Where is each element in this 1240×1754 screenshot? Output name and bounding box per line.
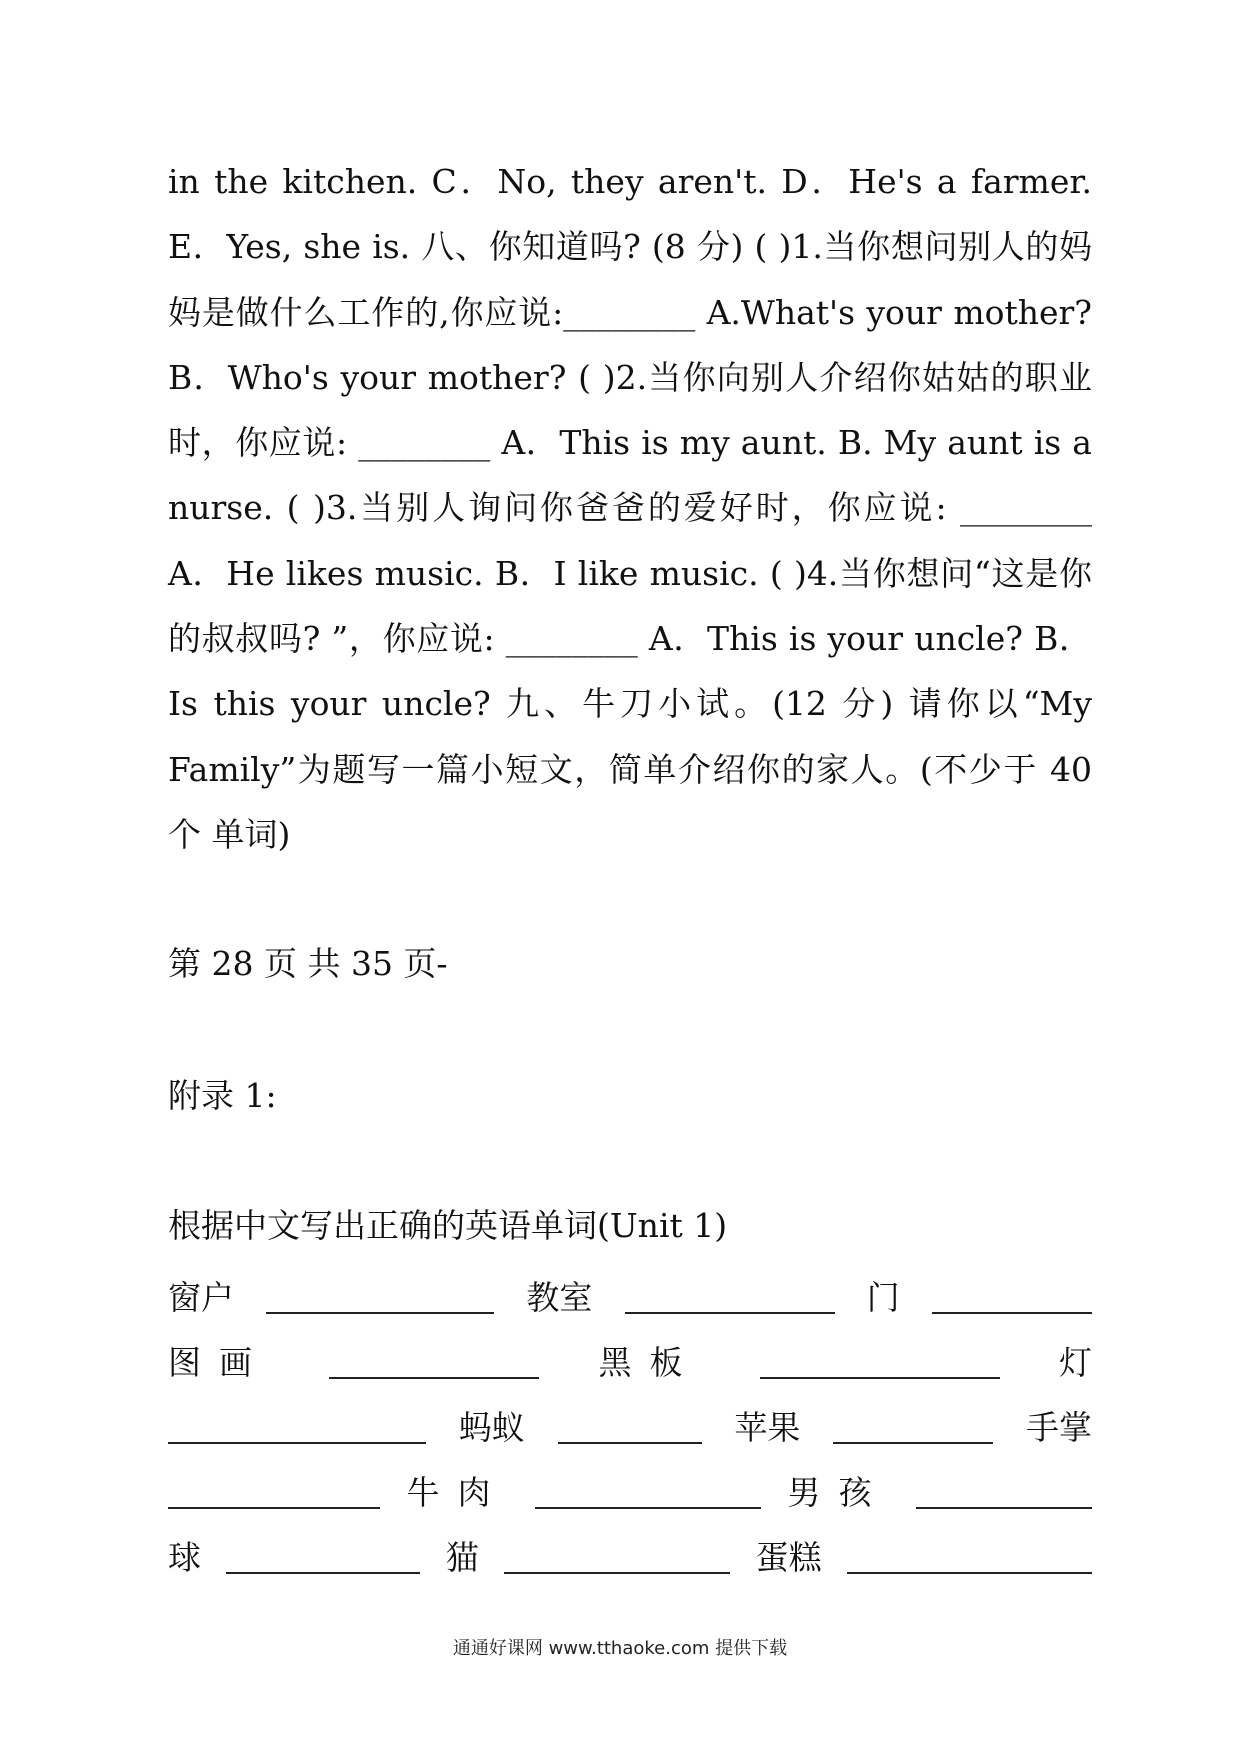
appendix-title: 附录 1:	[168, 1076, 277, 1115]
answer-blank	[329, 1343, 539, 1379]
answer-blank	[504, 1538, 730, 1574]
vocab-word-light: 灯	[1059, 1343, 1092, 1382]
answer-blank	[847, 1538, 1092, 1574]
exercise-text: in the kitchen. C．No, they aren't. D．He's a farmer. E．Yes, she is. 八、你知道吗? (8 分) ( )1.当你想问别人的妈妈是做什么工作的,你应说:________ A.What's your mother? B．Who's your mother? ( )2.当你向别人介绍你姑姑的职业时，你应说: ________ A．This is my aunt. B. My aunt is a nurse. ( )3.当别人询问你爸爸的爱好时，你应说: ________ A．He likes music. B．I like music. ( )4.当你想问“这是你的叔叔吗? ”，你应说: ________ A．This is your uncle? B．Is this your uncle? 九、牛刀小试。(12 分) 请你以“My Family”为题写一篇小短文，简单介绍你的家人。(不少于 40 个 单词)	[168, 162, 1092, 854]
vocab-instruction: 根据中文写出正确的英语单词(Unit 1)	[168, 1206, 728, 1245]
vocab-word-cat: 猫	[445, 1538, 479, 1577]
vocab-row	[168, 1530, 1092, 1578]
vocab-word-classroom: 教室	[526, 1278, 593, 1317]
vocab-word-picture: 图画	[168, 1343, 270, 1382]
vocab-word-ball: 球	[168, 1538, 201, 1577]
vocab-word-cake: 蛋糕	[755, 1538, 822, 1577]
answer-blank	[558, 1408, 702, 1444]
vocab-word-apple: 苹果	[734, 1408, 801, 1447]
vocab-row	[168, 1465, 1092, 1513]
answer-blank	[916, 1473, 1092, 1509]
vocab-word-door: 门	[866, 1278, 900, 1317]
vocab-row	[168, 1270, 1092, 1318]
answer-blank	[760, 1343, 1000, 1379]
answer-blank	[833, 1408, 993, 1444]
vocab-word-boy: 男孩	[787, 1473, 890, 1512]
vocab-word-ant: 蚂蚁	[458, 1408, 525, 1447]
answer-blank	[168, 1408, 426, 1444]
vocab-row	[168, 1335, 1092, 1383]
vocab-row	[168, 1400, 1092, 1448]
vocab-word-beef: 牛肉	[406, 1473, 509, 1512]
answer-blank	[226, 1538, 420, 1574]
footer-credit: 通通好课网 www.tthaoke.com 提供下载	[452, 1638, 788, 1659]
answer-blank	[625, 1278, 835, 1314]
answer-blank	[168, 1473, 380, 1509]
answer-blank	[266, 1278, 494, 1314]
page-number: 第 28 页 共 35 页-	[168, 944, 448, 983]
vocab-word-palm: 手掌	[1025, 1408, 1092, 1447]
answer-blank	[535, 1473, 761, 1509]
vocab-word-blackboard: 黑板	[598, 1343, 701, 1382]
answer-blank	[932, 1278, 1092, 1314]
vocab-word-window: 窗户	[168, 1278, 234, 1317]
